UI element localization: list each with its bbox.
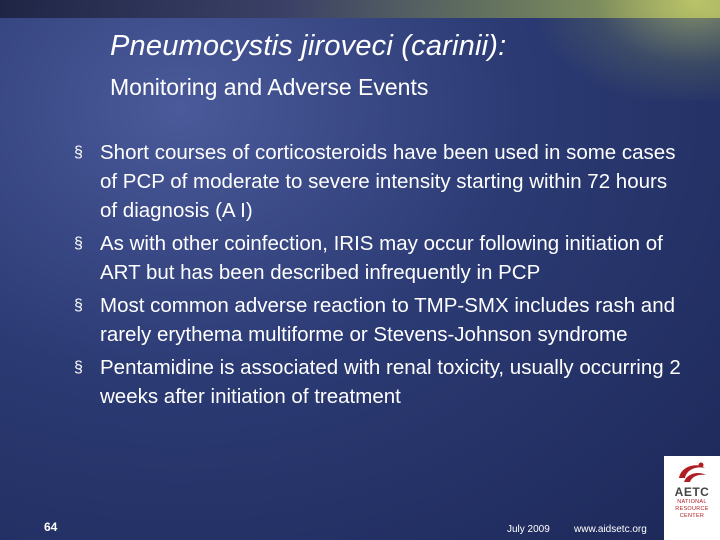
footer-date: July 2009 — [507, 524, 550, 535]
aetc-logo — [664, 456, 720, 540]
logo-line-national: NATIONAL — [677, 499, 707, 505]
bullet-marker-icon: § — [74, 297, 83, 314]
bullet-list — [74, 138, 684, 415]
bullet-text: Pentamidine is associated with renal toxicity, usually occurring 2 weeks after initiation of treatment — [100, 356, 681, 408]
bullet-marker-icon: § — [74, 235, 83, 252]
slide-subtitle: Monitoring and Adverse Events — [110, 74, 429, 100]
bullet-text: As with other coinfection, IRIS may occur following initiation of ART but has been described infrequently in PCP — [100, 232, 663, 284]
bullet-text: Most common adverse reaction to TMP-SMX includes rash and rarely erythema multiforme or Stevens-Johnson syndrome — [100, 294, 676, 346]
bullet-item — [74, 291, 684, 349]
bullet-marker-icon: § — [74, 359, 83, 376]
aetc-swirl-icon — [675, 460, 709, 484]
slide-title: Pneumocystis jiroveci (carinii): — [110, 30, 507, 62]
bullet-item — [74, 353, 684, 411]
logo-name: AETC — [674, 485, 710, 499]
page-number: 64 — [44, 520, 58, 534]
bullet-item — [74, 138, 684, 225]
bullet-text: Short courses of corticosteroids have been used in some cases of PCP of moderate to severe intensity starting within 72 hours of diagnosis (A I) — [100, 141, 676, 222]
bullet-item — [74, 229, 684, 287]
logo-line-resource: RESOURCE — [675, 506, 709, 512]
footer-url: www.aidsetc.org — [574, 524, 647, 535]
logo-line-center: CENTER — [679, 513, 705, 519]
bullet-marker-icon: § — [74, 144, 83, 161]
